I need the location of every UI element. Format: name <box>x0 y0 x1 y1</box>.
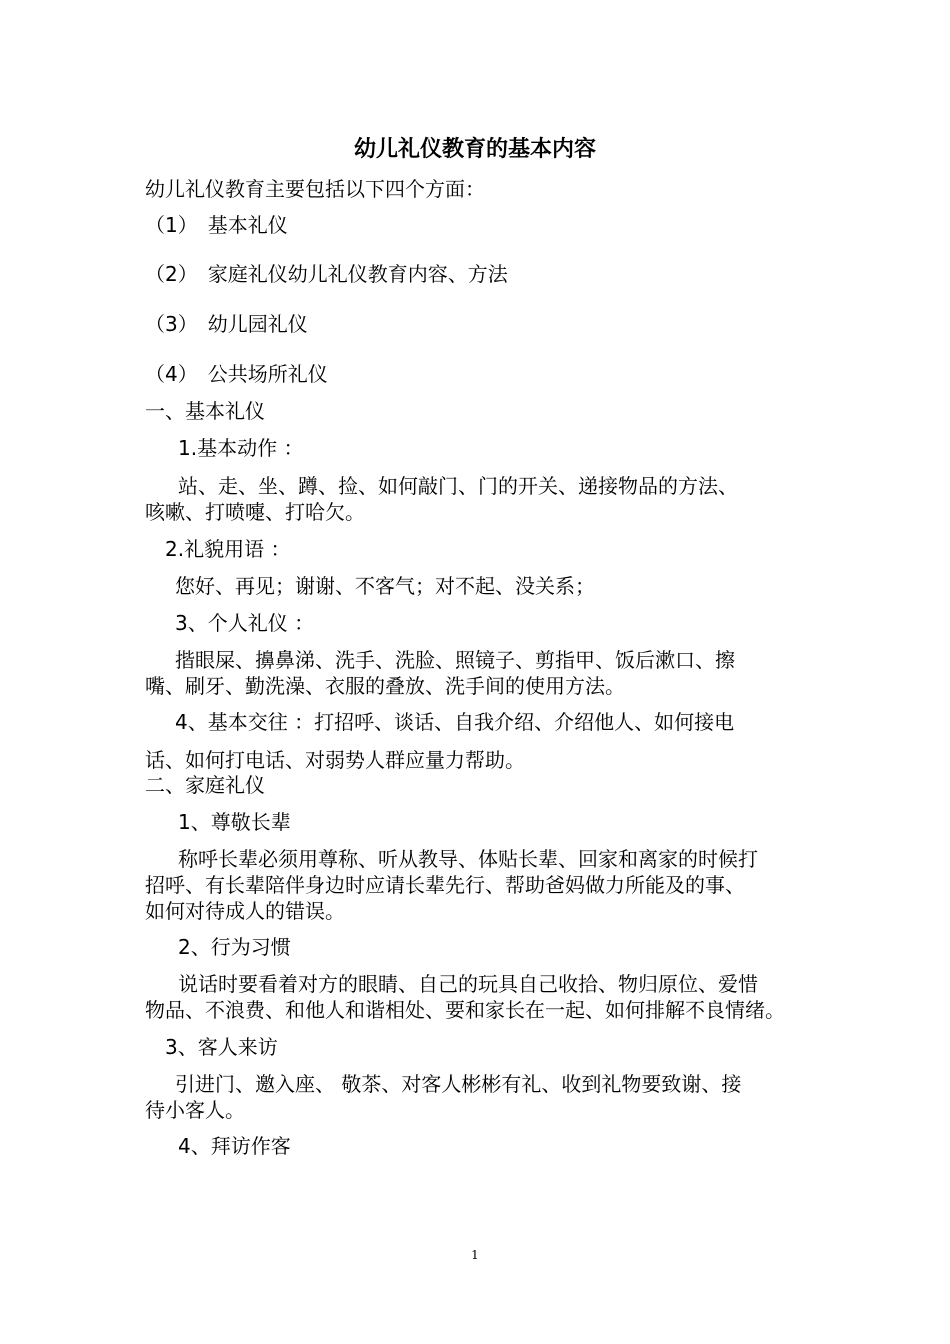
list-item-3 <box>145 311 308 337</box>
section1-sub1-line1: 站、走、坐、蹲、捡、如何敲门、门的开关、递接物品的方法、 <box>178 474 738 498</box>
section2-sub1-line1: 称呼长辈必须用尊称、听从教导、体贴长辈、回家和离家的时候打 <box>178 847 758 871</box>
list-number: （3） <box>145 312 198 336</box>
page-number: 1 <box>471 1248 479 1262</box>
intro-paragraph: 幼儿礼仪教育主要包括以下四个方面： <box>145 177 485 201</box>
section2-sub4-heading: 4、拜访作客 <box>178 1134 291 1158</box>
section2-sub2-line1: 说话时要看着对方的眼睛、自己的玩具自己收拾、物归原位、爱惜 <box>178 972 758 996</box>
document-title: 幼儿礼仪教育的基本内容 <box>353 137 596 162</box>
section1-sub1-line2: 咳嗽、打喷嚏、打哈欠。 <box>145 500 365 524</box>
list-number: （1） <box>145 213 198 237</box>
section2-sub3-heading: 3、客人来访 <box>165 1035 278 1059</box>
section2-sub1-heading: 1、尊敬长辈 <box>178 810 291 834</box>
list-text: 幼儿园礼仪 <box>207 312 308 336</box>
list-number: （2） <box>145 262 198 286</box>
section2-sub2-heading: 2、行为习惯 <box>178 935 291 959</box>
section2-sub1-line3: 如何对待成人的错误。 <box>145 899 345 923</box>
section2-sub3-line1: 引进门、邀入座、 敬茶、对客人彬彬有礼、收到礼物要致谢、接 <box>175 1072 742 1096</box>
section1-sub3-line1: 揩眼屎、擤鼻涕、洗手、洗脸、照镜子、剪指甲、饭后漱口、擦 <box>175 648 735 672</box>
section1-sub4-line1: 4、基本交往 ：打招呼、谈话、自我介绍、介绍他人、如何接电 <box>175 710 735 734</box>
section1-sub1-heading: 1.基本动作 ： <box>178 436 304 460</box>
list-text: 公共场所礼仪 <box>207 362 328 386</box>
section1-sub3-heading: 3、个人礼仪 ： <box>175 611 315 635</box>
list-number: （4） <box>145 362 198 386</box>
section2-sub1-line2: 招呼、有长辈陪伴身边时应请长辈先行、帮助爸妈做力所能及的事、 <box>145 873 745 897</box>
section1-sub3-line2: 嘴、刷牙、勤洗澡、衣服的叠放、洗手间的使用方法。 <box>145 674 625 698</box>
list-text: 家庭礼仪幼儿礼仪教育内容、方法 <box>207 262 508 286</box>
section1-heading: 一、基本礼仪 <box>145 399 265 423</box>
section1-sub2-line1: 您好、再见；谢谢、不客气；对不起、没关系； <box>175 574 595 598</box>
section2-heading: 二、家庭礼仪 <box>145 773 265 797</box>
section1-sub4-line2: 话、如何打电话、对弱势人群应量力帮助。 <box>145 748 525 772</box>
section2-sub3-line2: 待小客人。 <box>145 1098 245 1122</box>
list-text: 基本礼仪 <box>207 213 288 237</box>
list-item-1 <box>145 212 288 238</box>
list-item-4 <box>145 361 328 387</box>
list-item-2 <box>145 261 508 287</box>
section1-sub2-heading: 2.礼貌用语 ： <box>165 537 291 561</box>
section2-sub2-line2: 物品、不浪费、和他人和谐相处、要和家长在一起、如何排解不良情绪。 <box>145 998 785 1022</box>
